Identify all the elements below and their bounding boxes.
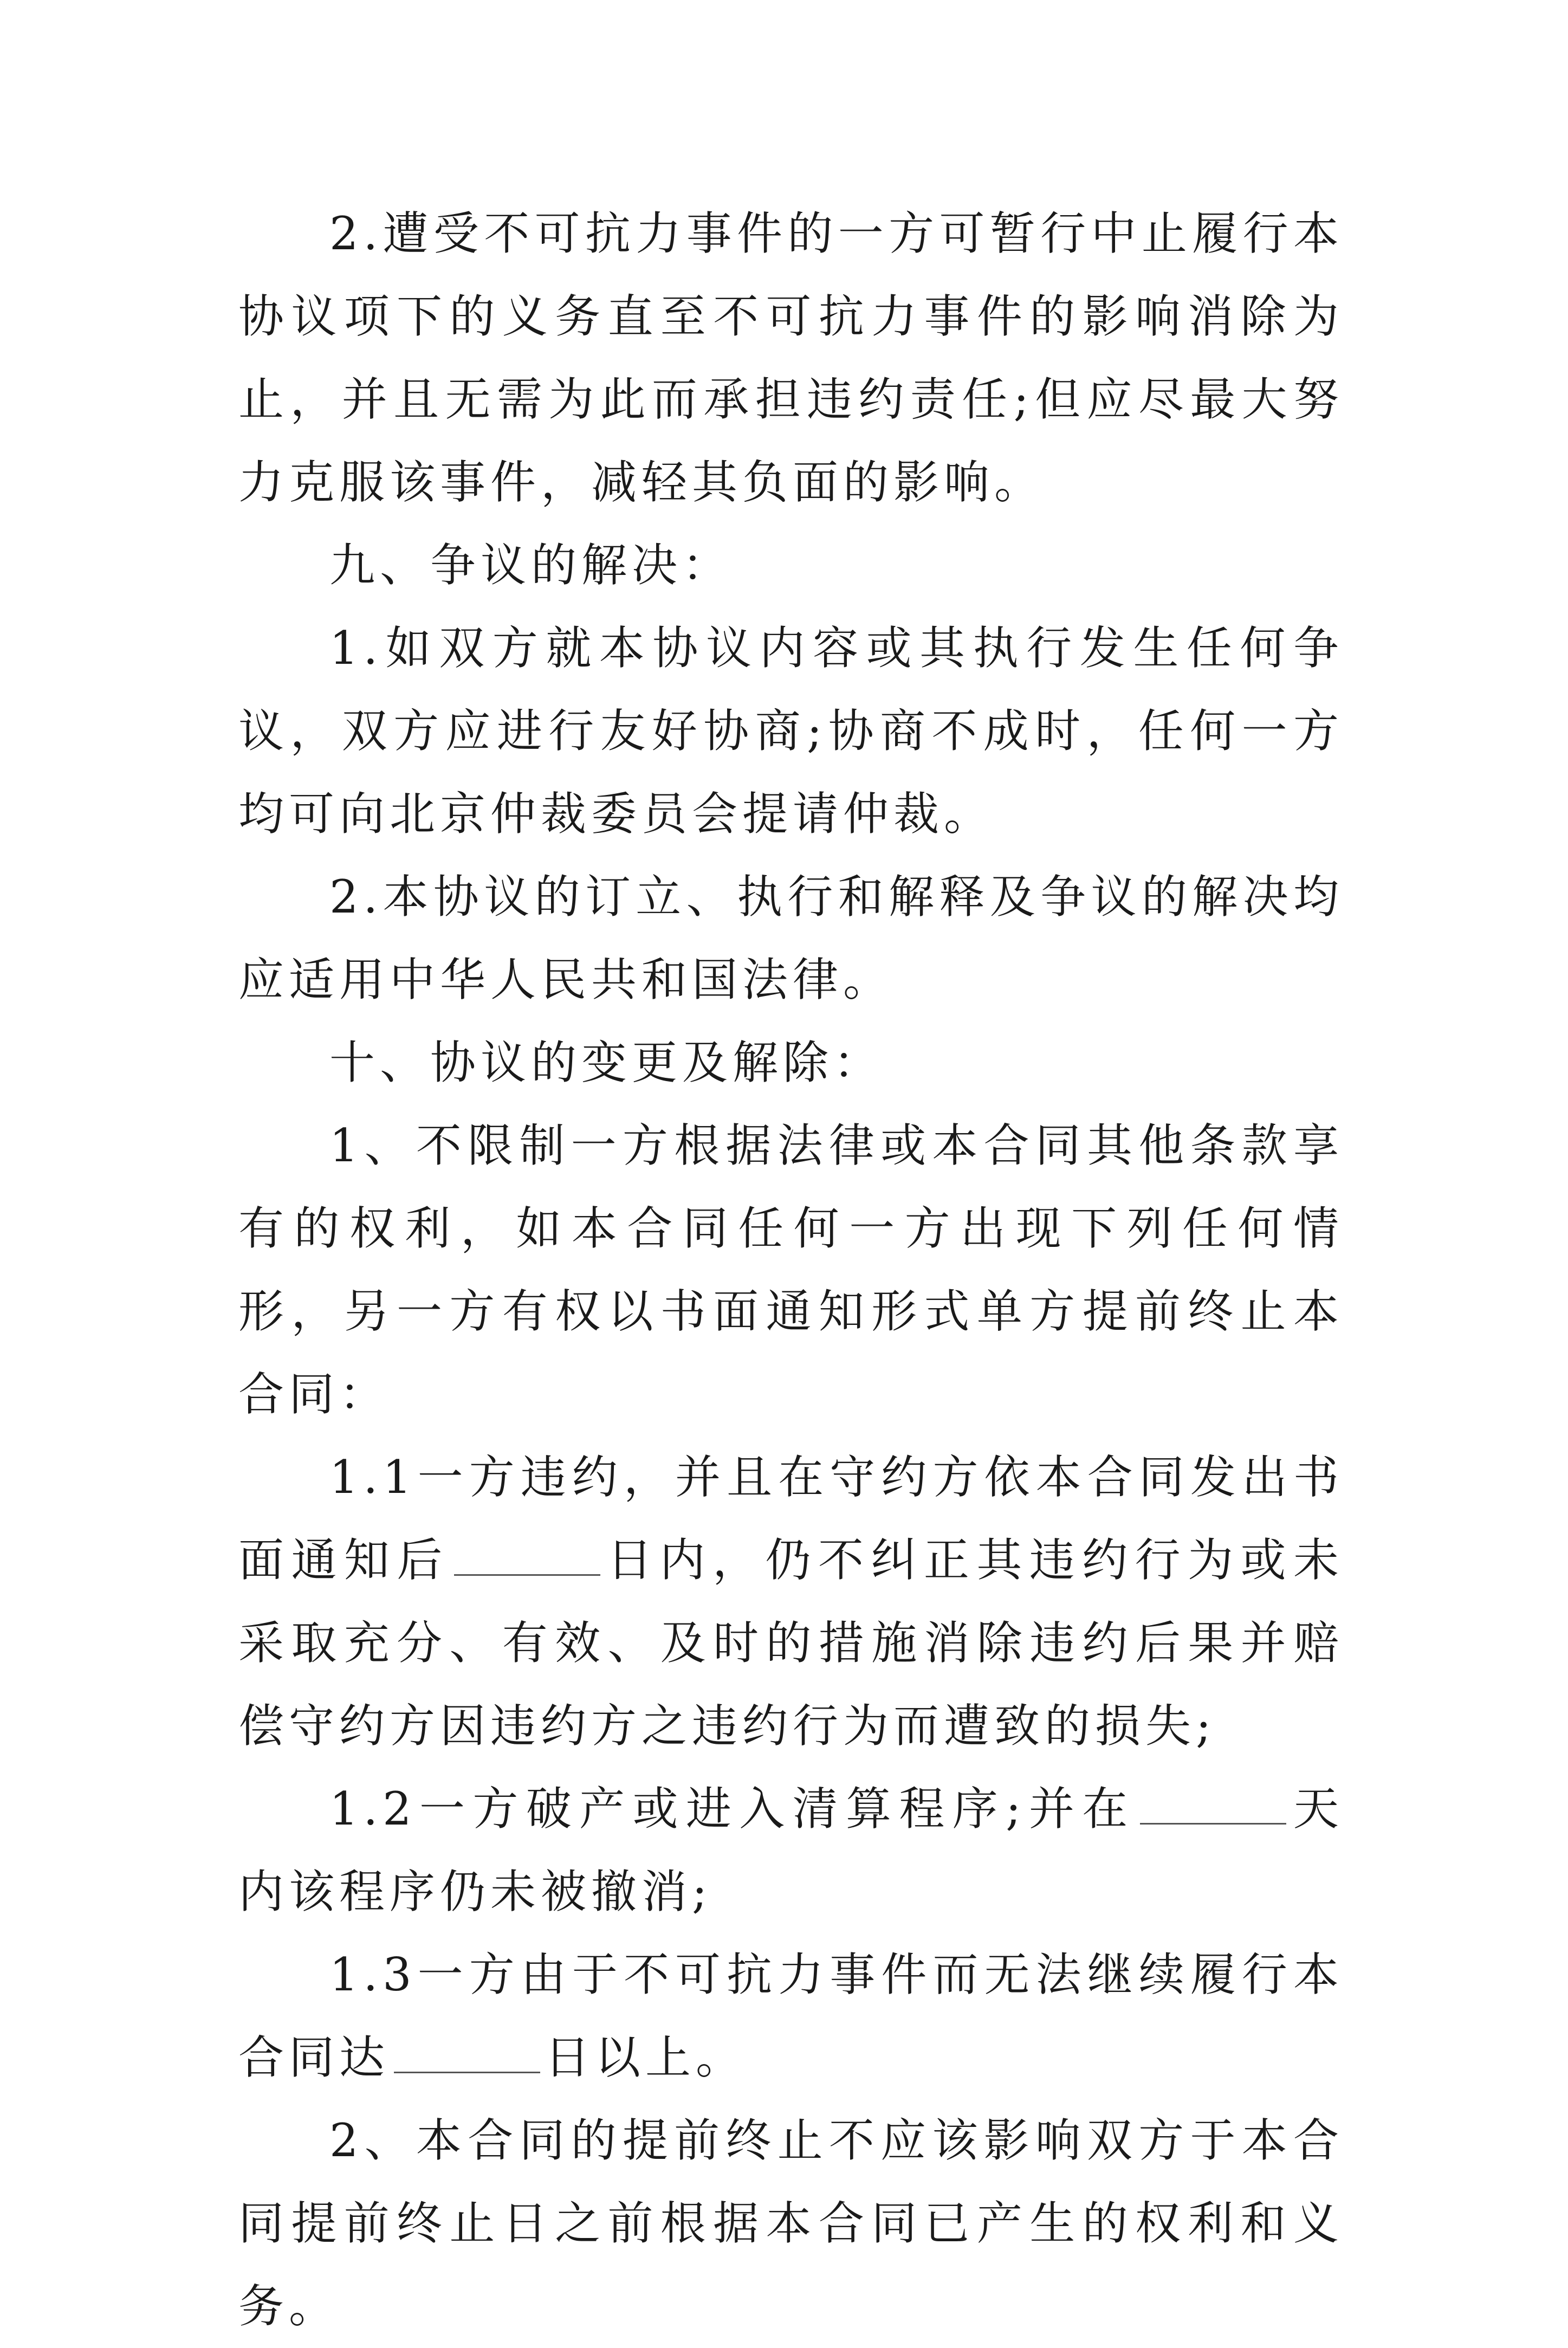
clause-1-2-text-end: 天内该程序仍未被撤消; [238,1782,1344,1918]
section-9-heading: 九、争议的解决： [329,539,733,592]
force-majeure-clause-2: 2.遭受不可抗力事件的一方可暂行中止履行本协议项下的义务直至不可抗力事件的影响消除为止，并且无需为此而承担违约责任;但应尽最大努力克服该事件，减轻其负面的影响。 [238,207,1344,509]
blank-days-field [454,1574,600,1576]
clause-1-3-text-start: 1.3一方由于不可抗力事件而无法继续履行本合同达 [238,1948,1344,2084]
dispute-clause-2: 2.本协议的订立、执行和解释及争议的解决均应适用中华人民共和国法律。 [238,870,1344,1006]
termination-clause-2: 2、本合同的提前终止不应该影响双方于本合同提前终止日之前根据本合同已产生的权利和义务。 [238,2114,1344,2333]
termination-clause-1-1 [238,1436,1344,1768]
section-10-heading: 十、协议的变更及解除： [329,1036,884,1089]
contract-text [238,192,1344,2348]
clause-1-3-text-end: 日以上。 [545,2031,747,2084]
termination-clause-1-3 [238,1933,1344,2099]
blank-days-field [1140,1822,1286,1825]
clause-1-1-text-end: 日内，仍不纠正其违约行为或未采取充分、有效、及时的措施消除违约后果并赔偿守约方因违约方之违约行为而遭致的损失; [238,1534,1344,1752]
blank-days-field [394,2071,540,2073]
dispute-clause-1: 1.如双方就本协议内容或其执行发生任何争议，双方应进行友好协商;协商不成时，任何一方均可向北京仲裁委员会提请仲裁。 [238,622,1344,840]
clause-1-1-text-start: 1.1一方违约，并且在守约方依本合同发出书面通知后 [238,1451,1344,1587]
termination-clause-1: 1、不限制一方根据法律或本合同其他条款享有的权利，如本合同任何一方出现下列任何情形，另一方有权以书面通知形式单方提前终止本合同： [238,1119,1344,1421]
termination-clause-1-2 [238,1768,1344,1933]
clause-1-2-text-start: 1.2一方破产或进入清算程序;并在 [329,1782,1136,1835]
